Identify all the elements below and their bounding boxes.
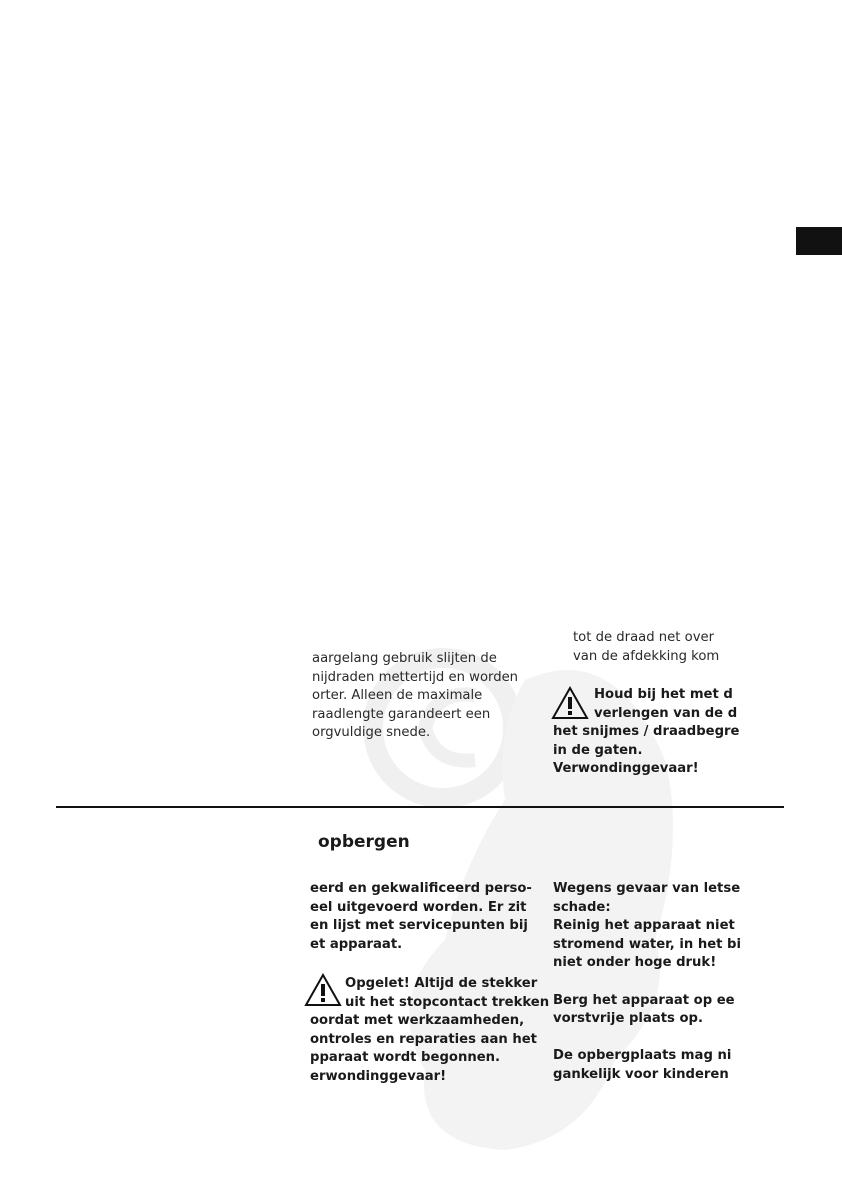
warning-line: Houd bij het met d: [594, 687, 733, 702]
text-line: orter. Alleen de maximale: [312, 688, 483, 704]
text-line: aargelang gebruik slijten de: [312, 651, 497, 666]
warning-line: het snijmes / draadbegre: [553, 724, 740, 740]
text-line: nijdraden mettertijd en worden: [312, 669, 519, 685]
left-bottom-warning-text: [310, 975, 549, 1087]
text-line: et apparaat.: [310, 936, 403, 952]
text-line: Reinig het apparaat niet: [553, 918, 735, 934]
left-column-bottom-text: [310, 880, 532, 954]
warning-line: Opgelet! Altijd de stekker: [345, 976, 538, 991]
warning-line: erwondinggevaar!: [310, 1068, 447, 1084]
warning-line: verlengen van de d: [594, 705, 738, 721]
text-line: orgvuldige snede.: [312, 725, 431, 741]
text-line: raadlengte garandeert een: [312, 706, 491, 722]
text-line: schade:: [553, 899, 611, 915]
text-line: eerd en gekwalificeerd perso-: [310, 881, 532, 896]
right-column-bottom-text: [553, 880, 741, 1085]
warning-line: uit het stopcontact trekken: [345, 994, 550, 1010]
text-line: eel uitgevoerd worden. Er zit: [310, 899, 527, 915]
warning-line: in de gaten.: [553, 742, 643, 758]
right-column-top-text: [573, 629, 719, 666]
left-column-top-text: [312, 650, 518, 743]
text-line: Berg het apparaat op ee: [553, 992, 735, 1008]
text-line: De opbergplaats mag ni: [553, 1048, 732, 1064]
section-divider: [56, 806, 784, 808]
section-heading: opbergen: [318, 832, 410, 852]
text-line: en lijst met servicepunten bij: [310, 918, 528, 934]
warning-line: ontroles en reparaties aan het: [310, 1031, 537, 1047]
text-line: gankelijk voor kinderen: [553, 1066, 729, 1082]
text-line: vorstvrije plaats op.: [553, 1011, 704, 1027]
text-line: Wegens gevaar van letse: [553, 881, 741, 896]
text-line: tot de draad net over: [573, 630, 715, 645]
text-line: van de afdekking kom: [573, 648, 720, 664]
right-top-warning-text: [553, 686, 740, 779]
text-line: niet onder hoge druk!: [553, 955, 717, 971]
language-tab-marker: [796, 227, 842, 255]
warning-line: oordat met werkzaamheden,: [310, 1013, 525, 1029]
warning-line: Verwondinggevaar!: [553, 761, 699, 777]
text-line: stromend water, in het bi: [553, 936, 742, 952]
warning-line: pparaat wordt begonnen.: [310, 1050, 501, 1066]
